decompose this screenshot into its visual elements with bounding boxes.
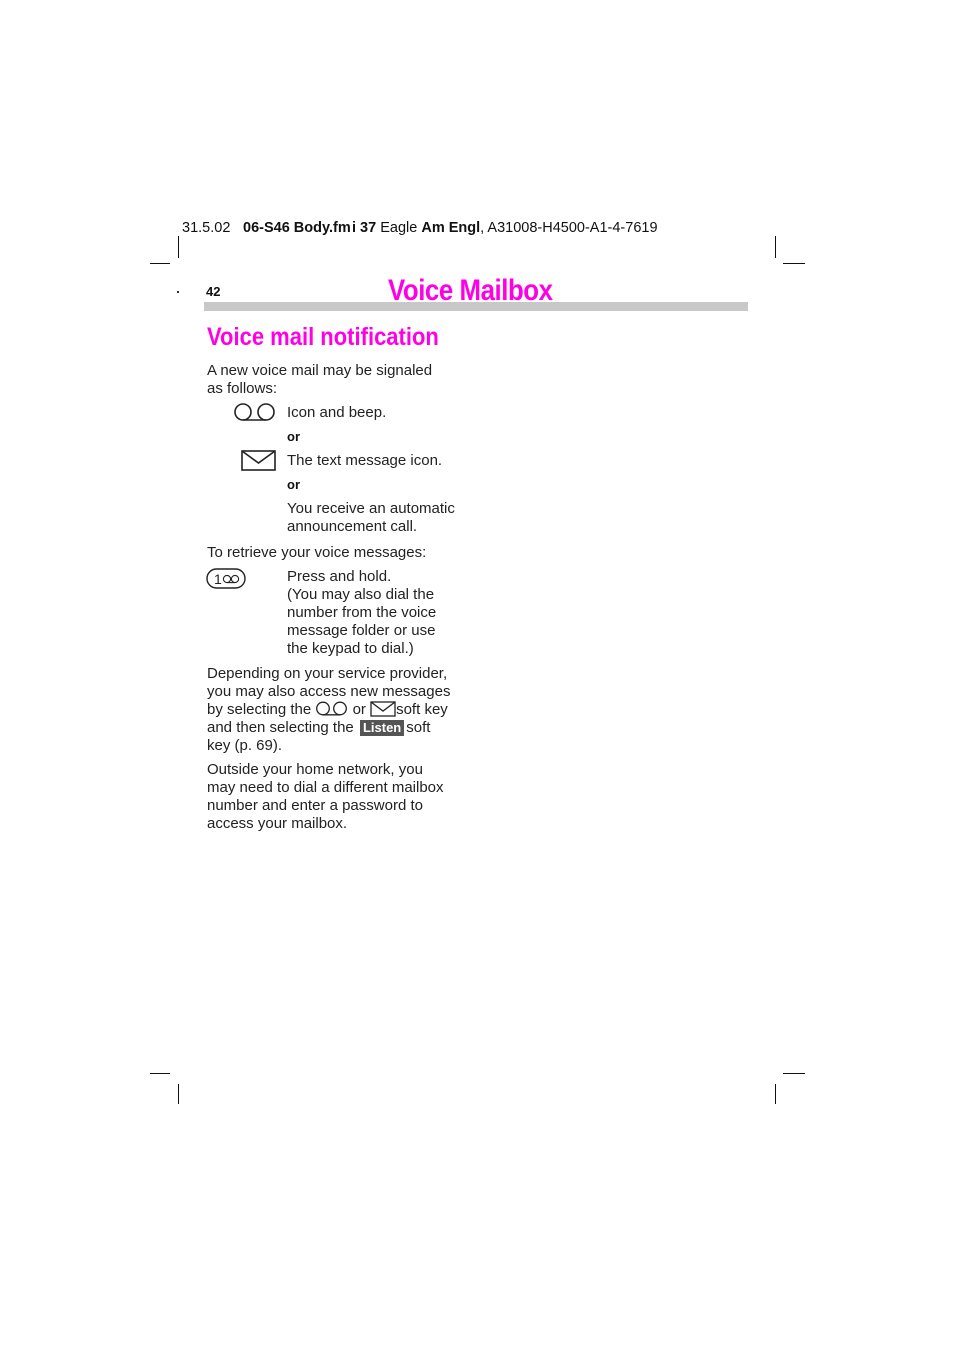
press-hold-line-3: number from the voice [287, 604, 437, 621]
depending-line-4-a: and then selecting the [207, 719, 354, 736]
header-file-name: 06-S46 Body.fm [243, 220, 351, 236]
header-date: 31.5.02 [182, 220, 231, 236]
envelope-icon [241, 450, 276, 471]
depending-line-3-b: or [352, 701, 366, 718]
press-hold-line-1: Press and hold. [287, 568, 392, 585]
outside-line-4: access your mailbox. [207, 815, 348, 832]
depending-line-1: Depending on your service provider, [207, 665, 448, 682]
crop-mark [150, 263, 170, 264]
icon-beep-text: Icon and beep. [287, 404, 387, 421]
small-dot [177, 291, 179, 293]
or-label-1: or [287, 429, 300, 444]
outside-line-2: may need to dial a different mailbox [207, 779, 444, 796]
svg-text:1: 1 [214, 571, 222, 587]
crop-mark [150, 1073, 170, 1074]
key-1-voicemail-icon [206, 568, 246, 590]
crop-mark [783, 263, 805, 264]
envelope-icon [370, 701, 396, 717]
depending-line-3 [207, 701, 448, 719]
depending-line-4-b: soft [406, 719, 431, 736]
crop-mark [775, 1084, 776, 1104]
press-hold-line-4: message folder or use [287, 622, 436, 639]
auto-call-line-1: You receive an automatic [287, 500, 455, 517]
header-doc-id: , A31008-H4500-A1-4-7619 [480, 220, 658, 236]
header-page-ref: i 37 [352, 220, 377, 236]
depending-line-2: you may also access new messages [207, 683, 451, 700]
intro-line-2: as follows: [207, 380, 278, 397]
press-hold-line-5: the keypad to dial.) [287, 640, 414, 657]
retrieve-intro: To retrieve your voice messages: [207, 544, 427, 561]
header-project: Eagle [380, 220, 418, 236]
text-message-text: The text message icon. [287, 452, 443, 469]
depending-line-3-c: soft key [396, 701, 448, 718]
crop-mark [178, 1084, 179, 1104]
outside-line-1: Outside your home network, you [207, 761, 423, 778]
intro-line-1: A new voice mail may be signaled [207, 362, 433, 379]
crop-mark [775, 236, 776, 258]
header-file [243, 220, 351, 236]
or-label-2: or [287, 477, 300, 492]
outside-line-3: number and enter a password to [207, 797, 423, 814]
page-number: 42 [206, 284, 221, 299]
voicemail-icon [315, 701, 348, 717]
header-line [182, 220, 230, 236]
depending-line-3-a: by selecting the [207, 701, 312, 718]
section-title: Voice mail notification [207, 323, 439, 351]
header-info [352, 220, 658, 236]
depending-line-4 [207, 719, 430, 737]
crop-mark [783, 1073, 805, 1074]
voicemail-icon [233, 403, 277, 423]
page-title: Voice Mailbox [388, 274, 553, 307]
depending-line-5: key (p. 69). [207, 737, 283, 754]
listen-softkey: Listen [360, 720, 404, 736]
auto-call-line-2: announcement call. [287, 518, 418, 535]
crop-mark [178, 236, 179, 258]
header-lang: Am Engl [421, 220, 481, 236]
press-hold-line-2: (You may also dial the [287, 586, 435, 603]
